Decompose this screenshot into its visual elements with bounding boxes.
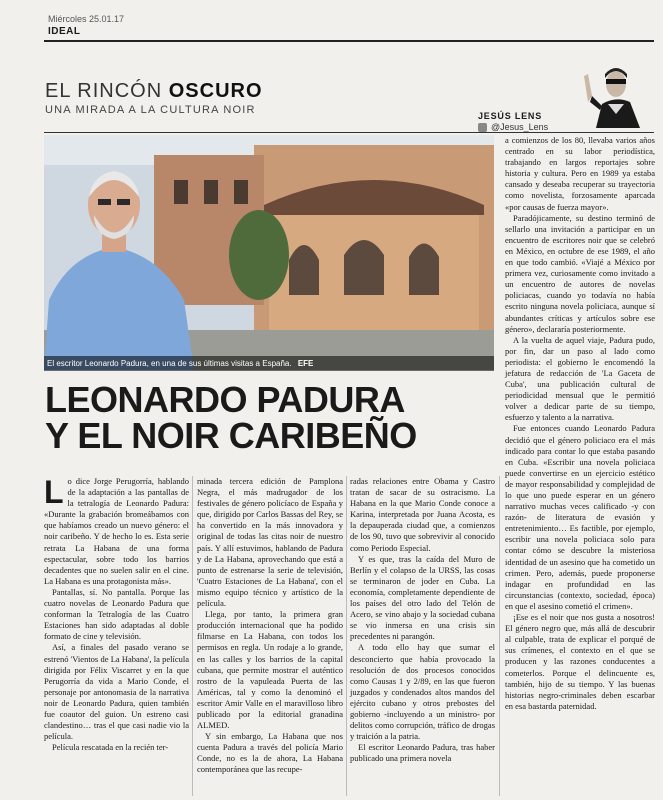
section-title: [45, 80, 263, 103]
body-paragraph: A todo ello hay que sumar el desconcierto que había provocado la resolución de dos procesos conocidos como Causas 1 y 2/89, en las que fueron juzgados y condenados altos mandos del ejército cubano y otros prebostes del gobierno -incluyendo a un ministro- por delitos como corrupción, tráfico de drogas y traición a la patria.: [350, 642, 495, 742]
headline-line-1: LEONARDO PADURA: [45, 379, 405, 420]
twitter-icon: [478, 123, 487, 132]
photo-caption: [44, 356, 494, 371]
publication-date: Miércoles 25.01.17: [48, 14, 125, 24]
article-column-4: [505, 135, 655, 712]
twitter-handle: @Jesus_Lens: [491, 122, 549, 132]
article-column-3: [350, 476, 495, 764]
body-paragraph: Película rescatada en la recién ter-: [52, 742, 169, 753]
section-title-light: EL RINCÓN: [45, 80, 163, 102]
body-paragraph: radas relaciones entre Obama y Castro tratan de sacar de su ostracismo. La Habana en la que Mario Conde conoce a Karina, interpretada por Juana Acosta, es la depauperada ciudad que, a comienzos de los 90, tuvo que sobrevivir al conocido como Periodo Especial.: [350, 476, 495, 553]
body-paragraph: a comienzos de los 80, llevaba varios años centrado en su labor periodística, trabajando en largos reportajes sobre historia y cultura. Pero en 1989 ya estaba cansado y deseaba recuperar su trayectoria como novelista, forzosamente aparcada «por causas de fuerza mayor».: [505, 135, 655, 212]
headline-line-2: Y EL NOIR CARIBEÑO: [45, 415, 417, 456]
article-column-1: [44, 476, 189, 753]
column-divider: [346, 476, 347, 796]
top-rule: [44, 40, 654, 42]
caption-text: El escritor Leonardo Padura, en una de sus últimas visitas a España.: [47, 359, 292, 368]
body-paragraph: Fue entonces cuando Leonardo Padura decidió que el género policiaco era el más indicado para contar lo que estaba pasando en Cuba. «Escribir una novela policiaca puede convertirse en un ejercicio estético de mayor responsabilidad y complejidad de lo que uno puede esperar en un género narrativo muchas veces calificado -y con razón- de literatura de evasión y entretenimiento… Es factible, por ejemplo, escribir una novela policiaca solo para contar cómo se descubre la misteriosa identidad de un asesino que ha cometido un crimen. Pero, además, puede proponerse indagar en profundidad en las circunstancias (contexto, sociedad, época) en que el asesino cometió el crimen».: [505, 423, 655, 611]
author-portrait: [578, 52, 654, 128]
author-name: JESÚS LENS: [478, 111, 543, 121]
newspaper-name: IDEAL: [48, 26, 81, 37]
article-headline: [45, 379, 495, 456]
body-paragraph: Y es que, tras la caída del Muro de Berlín y el colapso de la URSS, las cosas se terminaron de joder en Cuba. La economía, completamente dependiente de los países del otro lado del Telón de Acero, se vino abajo y la sociedad cubana se vio inmersa en una crisis sin precedentes ni parangón.: [350, 553, 495, 642]
photo-credit: EFE: [297, 359, 314, 368]
column-divider: [192, 476, 193, 796]
paragraph-text: o dice Jorge Perugorría, hablando de la adaptación a las pantallas de la tetralogía de Leonardo Padura: «Durante la grabación bromeábamos con que habíamos creado un nuevo género: el noir caribeño. Y de hecho lo es. Esta serie retrata La Habana de una forma espectacular, sobre todo los barrios decadentes que no suelen salir en el cine. La Habana es una protagonista más».: [44, 476, 189, 586]
body-paragraph: Y sin embargo, La Habana que nos cuenta Padura a través del policía Mario Conde, no es la de ahora, La Habana contemporánea que las recupe-: [197, 731, 343, 775]
body-paragraph: A la vuelta de aquel viaje, Padura pudo, por fin, dar un paso al lado como periodista: el gobierno le encomendó la jefatura de redacción de 'La Gaceta de Cuba', una publicación cultural de periodicidad mensual que le permitió volver a dedicar parte de su tiempo, esfuerzo y talento a la narrativa.: [505, 334, 655, 423]
body-paragraph: El escritor Leonardo Padura, tras haber publicado una primera novela: [350, 742, 495, 764]
body-paragraph: ¡Ese es el noir que nos gusta a nosotros! El género negro que, más allá de descubrir al culpable, trata de explicar el porqué de sus crímenes, el contexto en el que se producen y las razones conducentes a cometerlos. Porque el delincuente es, también, hijo de su tiempo. Y las buenas historias negro-criminales deben escarbar en esa bastarda paternidad.: [505, 612, 655, 711]
body-paragraph: Paradójicamente, su destino terminó de sellarlo una invitación a participar en un encuentro de escritores noir que se celebró en México, en octubre de ese 1989, el año en que todo cambió. «Viajé a México por primera vez, curiosamente como invitado a un encuentro de autores de novelas policiacas, cuando yo todavía no había escrito ninguna novela policiaca, aunque sí abundantes críticas y artículos sobre ese género», declararía posteriormente.: [505, 212, 655, 334]
body-paragraph: Llega, por tanto, la primera gran producción internacional que ha podido filmarse en La Habana, con todos los permisos en regla. Un rodaje a lo grande, en las calles y los barrios de la capital cubana, que permite mostrar el auténtico rostro de la vapuleada Puerta de las Américas, tal y como la denominó el escritor Amir Valle en el maravilloso libro publicado por la editorial granadina ALMED.: [197, 609, 343, 731]
header-rule: [44, 132, 654, 133]
author-twitter: [478, 122, 548, 132]
body-paragraph: Así, a finales del pasado verano se estrenó 'Vientos de La Habana', la película dirigida por Félix Viscarret y en la que Perugorría da vida a Mario Conde, el personaje por antonomasia de la narrativa noir de Leonardo Padura, quien también fue coautor del guion. Un estreno casi clandestino… tras el que casi nadie vio la película.: [44, 642, 189, 742]
body-paragraph: [44, 476, 189, 587]
drop-cap: L: [44, 474, 64, 510]
column-divider: [499, 476, 500, 796]
body-paragraph: minada tercera edición de Pamplona Negra, el más madrugador de los festivales de género policíaco de España y que, dirigido por Carlos Bassas del Rey, se ha convertido en la más innovadora y original de todas las citas noir de nuestro país. Y allí estuvimos, hablando de Padura y de La Habana, aprovechando que está a punto de estrenarse la serie de televisión, 'Cuatro Estaciones de La Habana', con el mismo equipo técnico y artístico de la película.: [197, 476, 343, 609]
section-title-bold: OSCURO: [168, 80, 263, 102]
article-column-2: [197, 476, 343, 776]
article-photo: [44, 135, 494, 370]
section-subtitle: UNA MIRADA A LA CULTURA NOIR: [45, 104, 256, 116]
body-paragraph: Pantallas, sí. No pantalla. Porque las cuatro novelas de Leonardo Padura que conforman la Tetralogía de las Cuatro Estaciones han sido adaptadas al doble formato de cine y televisión.: [44, 586, 189, 642]
